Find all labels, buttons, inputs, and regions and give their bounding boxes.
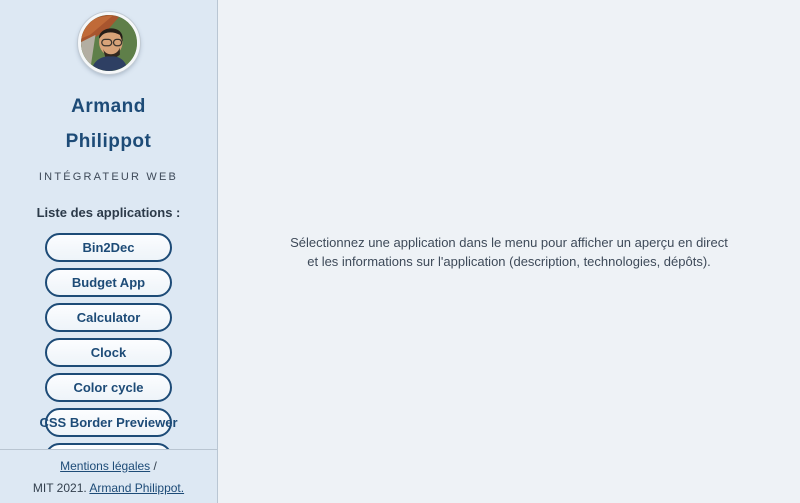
app-list-label: Liste des applications : (36, 205, 181, 220)
app-button-color-cycle[interactable]: Color cycle (45, 373, 172, 402)
legal-link[interactable]: Mentions légales (60, 458, 151, 473)
placeholder-message: Sélectionnez une application dans le menu pour afficher un aperçu en direct et les informations sur l'application (description, technologies, dépôts). (290, 234, 728, 269)
license-line (33, 481, 184, 495)
app-list (0, 233, 217, 449)
sidebar (0, 0, 218, 503)
author-link[interactable]: Armand Philippot. (89, 480, 185, 495)
license-text: MIT 2021. (32, 480, 87, 495)
profile-name: Armand Philippot (65, 96, 152, 152)
app-button-budget-app[interactable]: Budget App (45, 268, 172, 297)
app-button-css-border-previewer[interactable]: CSS Border Previewer (45, 408, 172, 437)
app-button-calculator[interactable]: Calculator (45, 303, 172, 332)
sidebar-footer (0, 449, 217, 503)
avatar (78, 12, 140, 74)
app-button-bin2dec[interactable]: Bin2Dec (45, 233, 172, 262)
avatar-photo-icon (81, 15, 137, 71)
app-button-clock[interactable]: Clock (45, 338, 172, 367)
legal-line (60, 459, 157, 473)
profile-job-title: INTÉGRATEUR WEB (38, 171, 179, 183)
footer-separator: / (153, 458, 157, 473)
main-content (218, 0, 800, 503)
